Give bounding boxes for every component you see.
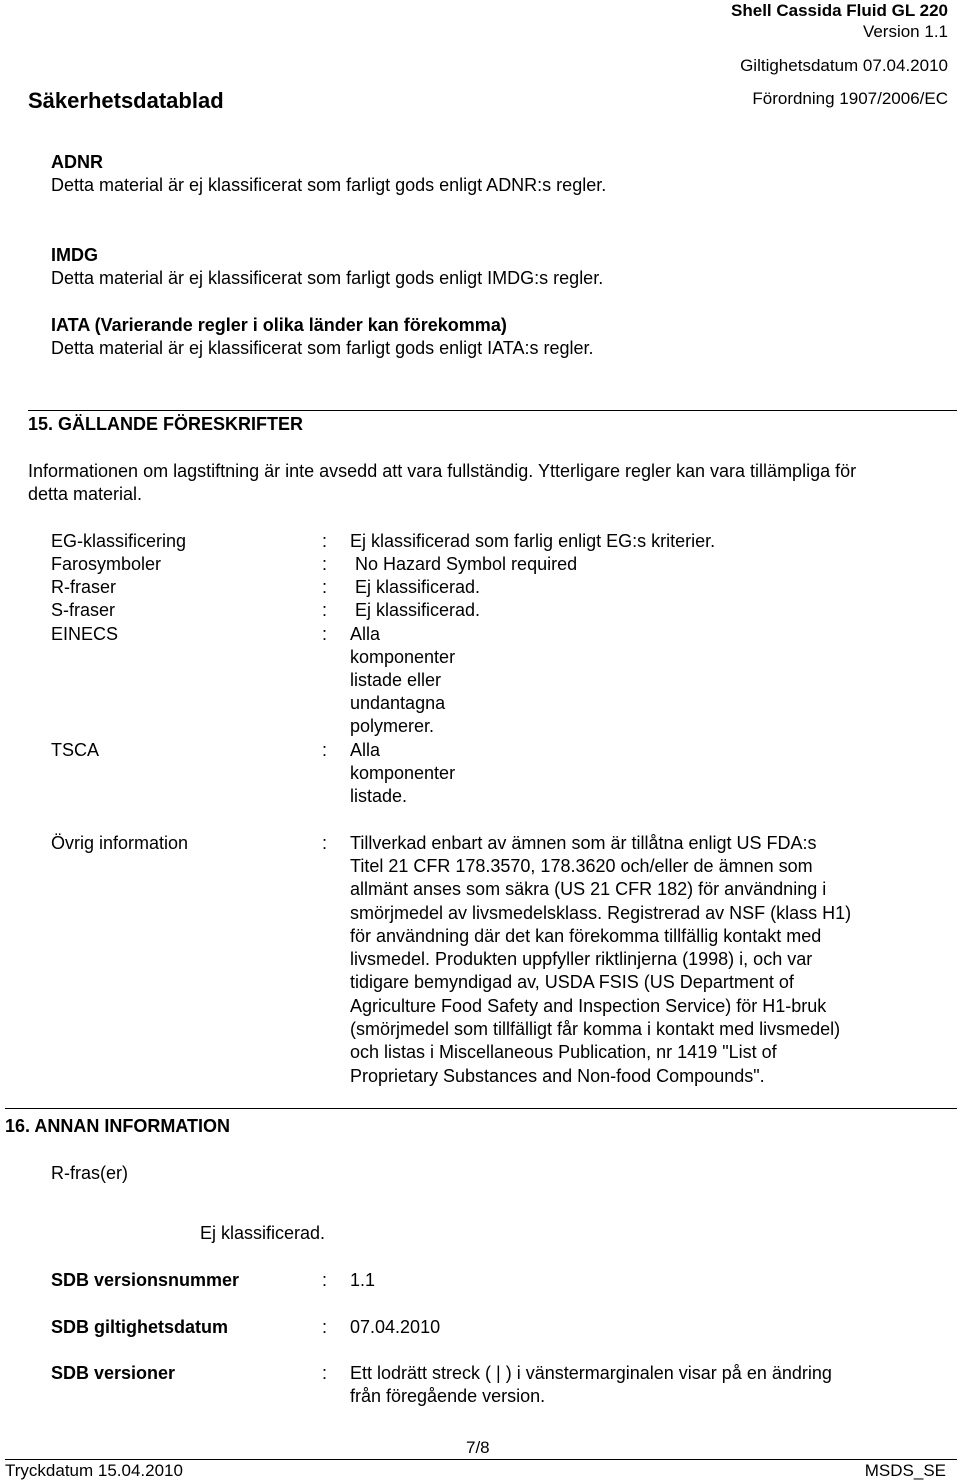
other-info-line-6: livsmedel. Produkten uppfyller riktlinjerna (1998) i, och var bbox=[350, 949, 813, 969]
r-phrases-label: R-fraser bbox=[51, 577, 117, 597]
validity-date: Giltighetsdatum 07.04.2010 bbox=[740, 56, 948, 75]
document-code: MSDS_SE bbox=[864, 1461, 946, 1480]
eg-classification-colon: : bbox=[322, 531, 328, 551]
eg-classification-value: Ej klassificerad som farlig enligt EG:s kriterier. bbox=[350, 531, 716, 551]
sdb-versions-text-1: Ett lodrätt streck ( | ) i vänstermarginalen visar på en ändring bbox=[350, 1363, 832, 1383]
einecs-value-1: Alla bbox=[350, 624, 381, 644]
r-phrases-colon: : bbox=[322, 577, 328, 597]
other-info-line-1: Tillverkad enbart av ämnen som är tillåtna enligt US FDA:s bbox=[350, 833, 817, 853]
other-info-line-2: Titel 21 CFR 178.3570, 178.3620 och/eller de ämnen som bbox=[350, 856, 813, 876]
r-phrases-16-label: R-fras(er) bbox=[51, 1163, 128, 1183]
tsca-value-1: Alla bbox=[350, 740, 381, 760]
sdb-version-label: SDB versionsnummer bbox=[51, 1270, 240, 1290]
sdb-version-value: 1.1 bbox=[350, 1270, 376, 1290]
hazard-symbols-value: No Hazard Symbol required bbox=[355, 554, 578, 574]
einecs-value-3: listade eller bbox=[350, 670, 442, 690]
page-number: 7/8 bbox=[466, 1438, 490, 1457]
section-16-rule bbox=[5, 1108, 957, 1109]
tsca-label: TSCA bbox=[51, 740, 100, 760]
sdb-date-value: 07.04.2010 bbox=[350, 1317, 441, 1337]
hazard-symbols-label: Farosymboler bbox=[51, 554, 162, 574]
sdb-version-colon: : bbox=[322, 1270, 328, 1290]
other-info-line-5: för användning där det kan förekomma tillfällig kontakt med bbox=[350, 926, 822, 946]
sdb-versions-label: SDB versioner bbox=[51, 1363, 176, 1383]
imdg-text: Detta material är ej klassificerat som farligt gods enligt IMDG:s regler. bbox=[51, 268, 604, 288]
print-date: Tryckdatum 15.04.2010 bbox=[5, 1461, 183, 1480]
tsca-value-2: komponenter bbox=[350, 763, 456, 783]
regulation-ref: Förordning 1907/2006/EC bbox=[752, 89, 948, 108]
other-info-line-8: Agriculture Food Safety and Inspection Service) för H1-bruk bbox=[350, 996, 827, 1016]
einecs-colon: : bbox=[322, 624, 328, 644]
einecs-value-2: komponenter bbox=[350, 647, 456, 667]
einecs-value-4: undantagna bbox=[350, 693, 446, 713]
s-phrases-label: S-fraser bbox=[51, 600, 116, 620]
iata-text: Detta material är ej klassificerat som farligt gods enligt IATA:s regler. bbox=[51, 338, 594, 358]
section-15-intro: Informationen om lagstiftning är inte avsedd att vara fullständig. Ytterligare regler kan vara tillämpliga för bbox=[28, 461, 857, 481]
other-info-line-9: (smörjmedel som tillfälligt får komma i kontakt med livsmedel) bbox=[350, 1019, 841, 1039]
sdb-versions-text-2: från föregående version. bbox=[350, 1386, 546, 1406]
section-15-title: 15. GÄLLANDE FÖRESKRIFTER bbox=[28, 414, 304, 434]
adnr-heading: ADNR bbox=[51, 152, 103, 172]
sdb-versions-colon: : bbox=[322, 1363, 328, 1383]
version-label: Version 1.1 bbox=[862, 22, 948, 41]
adnr-text: Detta material är ej klassificerat som farligt gods enligt ADNR:s regler. bbox=[51, 175, 607, 195]
other-info-line-10: och listas i Miscellaneous Publication, nr 1419 "List of bbox=[350, 1042, 777, 1062]
document-title: Säkerhetsdatablad bbox=[28, 88, 224, 113]
s-phrases-value: Ej klassificerad. bbox=[355, 600, 481, 620]
other-info-line-3: allmänt anses som säkra (US 21 CFR 182) för användning i bbox=[350, 879, 827, 899]
other-info-line-7: tidigare bemyndigad av, USDA FSIS (US Department of bbox=[350, 972, 794, 992]
sdb-date-colon: : bbox=[322, 1317, 328, 1337]
r-phrases-value: Ej klassificerad. bbox=[355, 577, 481, 597]
einecs-value-5: polymerer. bbox=[350, 716, 435, 736]
eg-classification-label: EG-klassificering bbox=[51, 531, 187, 551]
other-info-colon: : bbox=[322, 833, 328, 853]
r-phrases-16-value: Ej klassificerad. bbox=[200, 1223, 326, 1243]
tsca-value-3: listade. bbox=[350, 786, 408, 806]
einecs-label: EINECS bbox=[51, 624, 119, 644]
tsca-colon: : bbox=[322, 740, 328, 760]
other-info-line-11: Proprietary Substances and Non-food Compounds". bbox=[350, 1066, 765, 1086]
product-name: Shell Cassida Fluid GL 220 bbox=[731, 1, 948, 20]
imdg-heading: IMDG bbox=[51, 245, 98, 265]
s-phrases-colon: : bbox=[322, 600, 328, 620]
section-15-intro-cont: detta material. bbox=[28, 484, 143, 504]
hazard-symbols-colon: : bbox=[322, 554, 328, 574]
section-16-title: 16. ANNAN INFORMATION bbox=[5, 1116, 230, 1136]
other-info-line-4: smörjmedel av livsmedelsklass. Registrerad av NSF (klass H1) bbox=[350, 903, 852, 923]
other-info-label: Övrig information bbox=[51, 833, 189, 853]
section-15-rule bbox=[28, 410, 957, 411]
sdb-date-label: SDB giltighetsdatum bbox=[51, 1317, 229, 1337]
iata-heading: IATA (Varierande regler i olika länder kan förekomma) bbox=[51, 315, 507, 335]
